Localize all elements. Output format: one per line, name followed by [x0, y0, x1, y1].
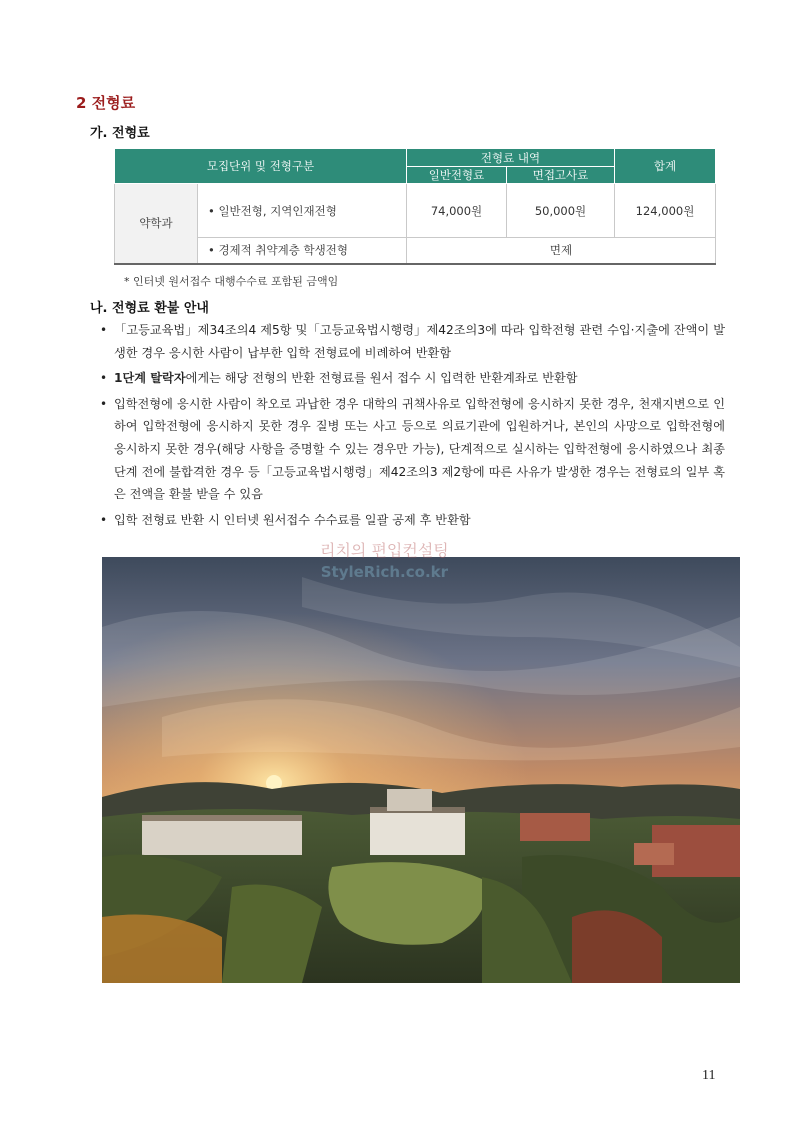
header-general: 일반전형료 — [407, 167, 507, 184]
list-item-text: 입학전형에 응시한 사람이 착오로 과납한 경우 대학의 귀책사유로 입학전형에 응시하지 못한 경우, 천재지변으로 인하여 입학전형에 응시하지 못한 경우 질병 또는 사고 등으로 의료기관에 입원하거나, 본인의 사망으로 입학전형에 응시하지 못한 경우(해당 사항을 증명할 수 있는 경우만 가능), 단계적으로 실시하는 입학전형에 응시하였으나 최종 단계 전에 불합격한 경우 등「고등교육법시행령」제42조의3 제2항에 따른 사유가 발생한 경우는 전형료의 일부 혹은 전액을 환불 받을 수 있음 — [114, 396, 725, 502]
interview-fee-cell: 50,000원 — [507, 184, 615, 238]
bullet: • — [100, 371, 108, 386]
bullet: • — [100, 396, 108, 411]
row-type-cell — [198, 184, 407, 238]
watermark-line2: StyleRich.co.kr — [320, 563, 449, 581]
exempt-cell: 면제 — [407, 238, 716, 264]
total-fee-cell: 124,000원 — [615, 184, 716, 238]
list-item-bold: 1단계 탈락자 — [114, 371, 186, 386]
fee-table — [114, 148, 716, 265]
header-detail: 전형료 내역 — [407, 149, 615, 167]
list-item-text: 입학 전형료 반환 시 인터넷 원서접수 수수료를 일괄 공제 후 반환함 — [114, 512, 471, 527]
list-item — [100, 319, 725, 364]
header-interview: 면접고사료 — [507, 167, 615, 184]
header-total: 합계 — [615, 149, 716, 184]
list-item-text: 에게는 해당 전형의 반환 전형료를 원서 접수 시 입력한 반환계좌로 반환함 — [185, 371, 578, 386]
row-bullet: • — [208, 203, 215, 218]
refund-list — [100, 319, 725, 534]
section-title: 2 전형료 — [76, 94, 136, 112]
campus-sunset-photo — [102, 557, 740, 983]
watermark-line1: 리치의 편입컨설팅 — [320, 541, 449, 560]
row-bullet: • — [208, 243, 215, 258]
bullet: • — [100, 512, 108, 527]
row-type-cell — [198, 238, 407, 264]
header-unit: 모집단위 및 전형구분 — [115, 149, 407, 184]
list-item — [100, 393, 725, 506]
refund-subtitle: 나. 전형료 환불 안내 — [90, 301, 209, 316]
row-type: 일반전형, 지역인재전형 — [218, 203, 337, 218]
row-type: 경제적 취약계층 학생전형 — [218, 243, 348, 258]
bullet: • — [100, 323, 108, 337]
general-fee-cell: 74,000원 — [407, 184, 507, 238]
fee-subtitle: 가. 전형료 — [90, 126, 150, 141]
list-item — [100, 367, 725, 390]
page-number: 11 — [702, 1068, 716, 1083]
fee-note: * 인터넷 원서접수 대행수수료 포함된 금액임 — [124, 275, 339, 288]
department-cell: 약학과 — [115, 184, 198, 264]
list-item-text: 「고등교육법」제34조의4 제5항 및「고등교육법시행령」제42조의3에 따라 입학전형 관련 수입·지출에 잔액이 발생한 경우 응시한 사람이 납부한 입학 전형료에 비례하여 반환함 — [114, 323, 725, 360]
list-item — [100, 509, 725, 532]
